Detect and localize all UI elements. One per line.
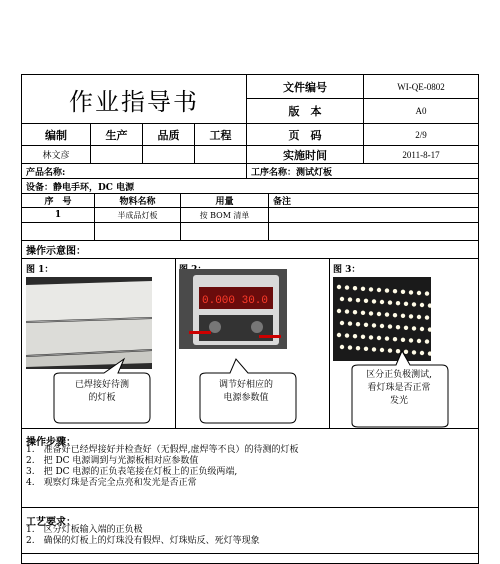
version-label: 版 本 [246, 99, 363, 123]
led-dot [393, 313, 397, 317]
requirements-list [26, 525, 260, 547]
led-dot [393, 337, 397, 341]
led-dot [412, 326, 416, 330]
led-dot [348, 297, 352, 301]
led-dot [369, 311, 373, 315]
led-dot [356, 322, 360, 326]
compile-label: 编制 [45, 128, 67, 142]
led-dot [409, 338, 413, 342]
led-dot [409, 290, 413, 294]
compiler-name: 林文彦 [42, 151, 70, 161]
divider [22, 553, 478, 554]
led-dot [353, 286, 357, 290]
led-dot [385, 336, 389, 340]
diagram-title: 操作示意图： [26, 246, 86, 257]
doc-no-value: WI-QE-0802 [363, 75, 478, 98]
col-amount: 用量 [180, 194, 268, 207]
led-dot [380, 300, 384, 304]
led-dot [361, 311, 365, 315]
callout-line: 已焊接好待测 [74, 380, 129, 390]
date-value: 2011-8-17 [363, 146, 478, 163]
divider [175, 259, 176, 428]
callout-2-text [204, 379, 288, 405]
led-dot [385, 312, 389, 316]
power-display-readout: 0.000 30.0 [202, 295, 269, 307]
cell-remark [268, 208, 478, 222]
quality-label: 品质 [142, 124, 194, 145]
list-item: 1. 区分灯板输入端的正负极 [26, 525, 143, 535]
led-dot [401, 338, 405, 342]
divider [329, 259, 330, 428]
led-dot [369, 287, 373, 291]
empty-cell [94, 223, 180, 240]
led-dot [356, 346, 360, 350]
callout-line: 的灯板 [88, 393, 116, 403]
figure-1-label: 图 1： [26, 265, 54, 275]
document-sheet [21, 74, 479, 564]
quality-sign [142, 146, 194, 163]
steps-section [22, 431, 478, 501]
led-dot [377, 312, 381, 316]
led-dot [420, 327, 424, 331]
empty-cell [268, 223, 478, 240]
doc-no-label: 文件编号 [246, 75, 363, 98]
led-dot [340, 321, 344, 325]
led-dot [404, 302, 408, 306]
led-dot [364, 299, 368, 303]
callout-3-text [352, 369, 446, 408]
led-dot [393, 289, 397, 293]
led-dot [420, 303, 424, 307]
led-dot [425, 339, 429, 343]
led-dot [412, 302, 416, 306]
list-item: 3. 把 DC 电源的正负表笔接在灯板上的正负级两端, [26, 467, 238, 477]
led-dot [337, 309, 341, 313]
led-dot [401, 290, 405, 294]
list-item: 1. 准备好已经焊接好并检查好（无假焊,虚焊等不良）的待测的灯板 [26, 445, 299, 455]
list-item: 2. 把 DC 电源调到与光源板相对应参数值 [26, 456, 199, 466]
led-dot [385, 288, 389, 292]
led-dot [369, 335, 373, 339]
list-item: 4. 观察灯珠是否完全点亮和发光是否正常 [26, 478, 197, 488]
dc-power-supply-photo [179, 269, 287, 349]
page-value: 2/9 [363, 124, 478, 145]
steps-title: 操作步骤： [26, 437, 76, 448]
led-dot [337, 333, 341, 337]
callout-line: 调节好相应的 [218, 380, 273, 390]
engineering-label: 工程 [194, 124, 246, 145]
date-label: 实施时间 [246, 146, 363, 163]
led-dot [340, 297, 344, 301]
callout-line: 电源参数值 [223, 393, 269, 403]
steps-list [26, 445, 298, 489]
cell-material: 半成品灯板 [94, 208, 180, 222]
col-seq: 序 号 [44, 197, 72, 207]
led-dot [356, 298, 360, 302]
led-dot [348, 321, 352, 325]
led-dot [401, 314, 405, 318]
header-row-4 [22, 146, 478, 164]
callout-line: 发光 [389, 396, 408, 406]
cell-amount: 按 BOM 清单 [180, 208, 268, 222]
header-row-3 [22, 124, 478, 146]
equipment-label: 设备：静电手环，DC 电源 [26, 182, 135, 193]
product-row [22, 164, 478, 179]
equipment-row [22, 179, 478, 194]
engineering-sign [194, 146, 246, 163]
led-dot [361, 287, 365, 291]
led-dot [340, 345, 344, 349]
process-label: 工序名称：测试灯板 [246, 164, 478, 178]
table-row-empty [22, 223, 478, 241]
led-dot [380, 324, 384, 328]
production-label: 生产 [90, 124, 142, 145]
requirements-section [22, 511, 478, 551]
led-dot [417, 339, 421, 343]
callout-line: 看灯珠是否正常 [367, 383, 431, 393]
led-dot [345, 333, 349, 337]
led-dot [388, 300, 392, 304]
cell-seq: 1 [54, 210, 62, 220]
figure-3-label: 图 3： [333, 265, 361, 275]
callout-1-text [60, 379, 144, 405]
led-dot [364, 323, 368, 327]
list-item: 2. 确保的灯板上的灯珠没有假焊、灯珠贴反、死灯等现象 [26, 536, 260, 546]
led-dot [353, 310, 357, 314]
led-dot [425, 315, 429, 319]
led-dot [388, 324, 392, 328]
product-label: 产品名称: [26, 167, 66, 178]
led-dot [417, 291, 421, 295]
table-row [22, 208, 478, 223]
figures-row [22, 259, 478, 429]
led-dot [425, 291, 429, 295]
led-dot [345, 285, 349, 289]
requirements-title: 工艺要求： [26, 517, 76, 528]
led-dot [337, 285, 341, 289]
led-dot [345, 309, 349, 313]
led-dot [377, 336, 381, 340]
led-dot [377, 288, 381, 292]
led-dot [396, 301, 400, 305]
col-remark: 备注 [268, 194, 478, 207]
lit-led-photo [333, 277, 431, 361]
led-dot [353, 334, 357, 338]
led-dot [396, 325, 400, 329]
led-boards-photo [26, 277, 152, 369]
page-label: 页 码 [246, 124, 363, 145]
led-dot [372, 323, 376, 327]
production-sign [90, 146, 142, 163]
led-dot [348, 345, 352, 349]
material-header-row [22, 194, 478, 208]
led-dot [372, 299, 376, 303]
led-dot [361, 335, 365, 339]
led-dot [409, 314, 413, 318]
version-value: A0 [363, 99, 478, 123]
diagram-title-row [22, 241, 478, 259]
page-title: 作业指导书 [22, 75, 246, 124]
led-dot [417, 315, 421, 319]
divider [22, 507, 478, 508]
col-material: 物料名称 [94, 194, 180, 207]
led-dot [404, 326, 408, 330]
callout-line: 区分正负极测试, [366, 370, 432, 380]
empty-cell [180, 223, 268, 240]
